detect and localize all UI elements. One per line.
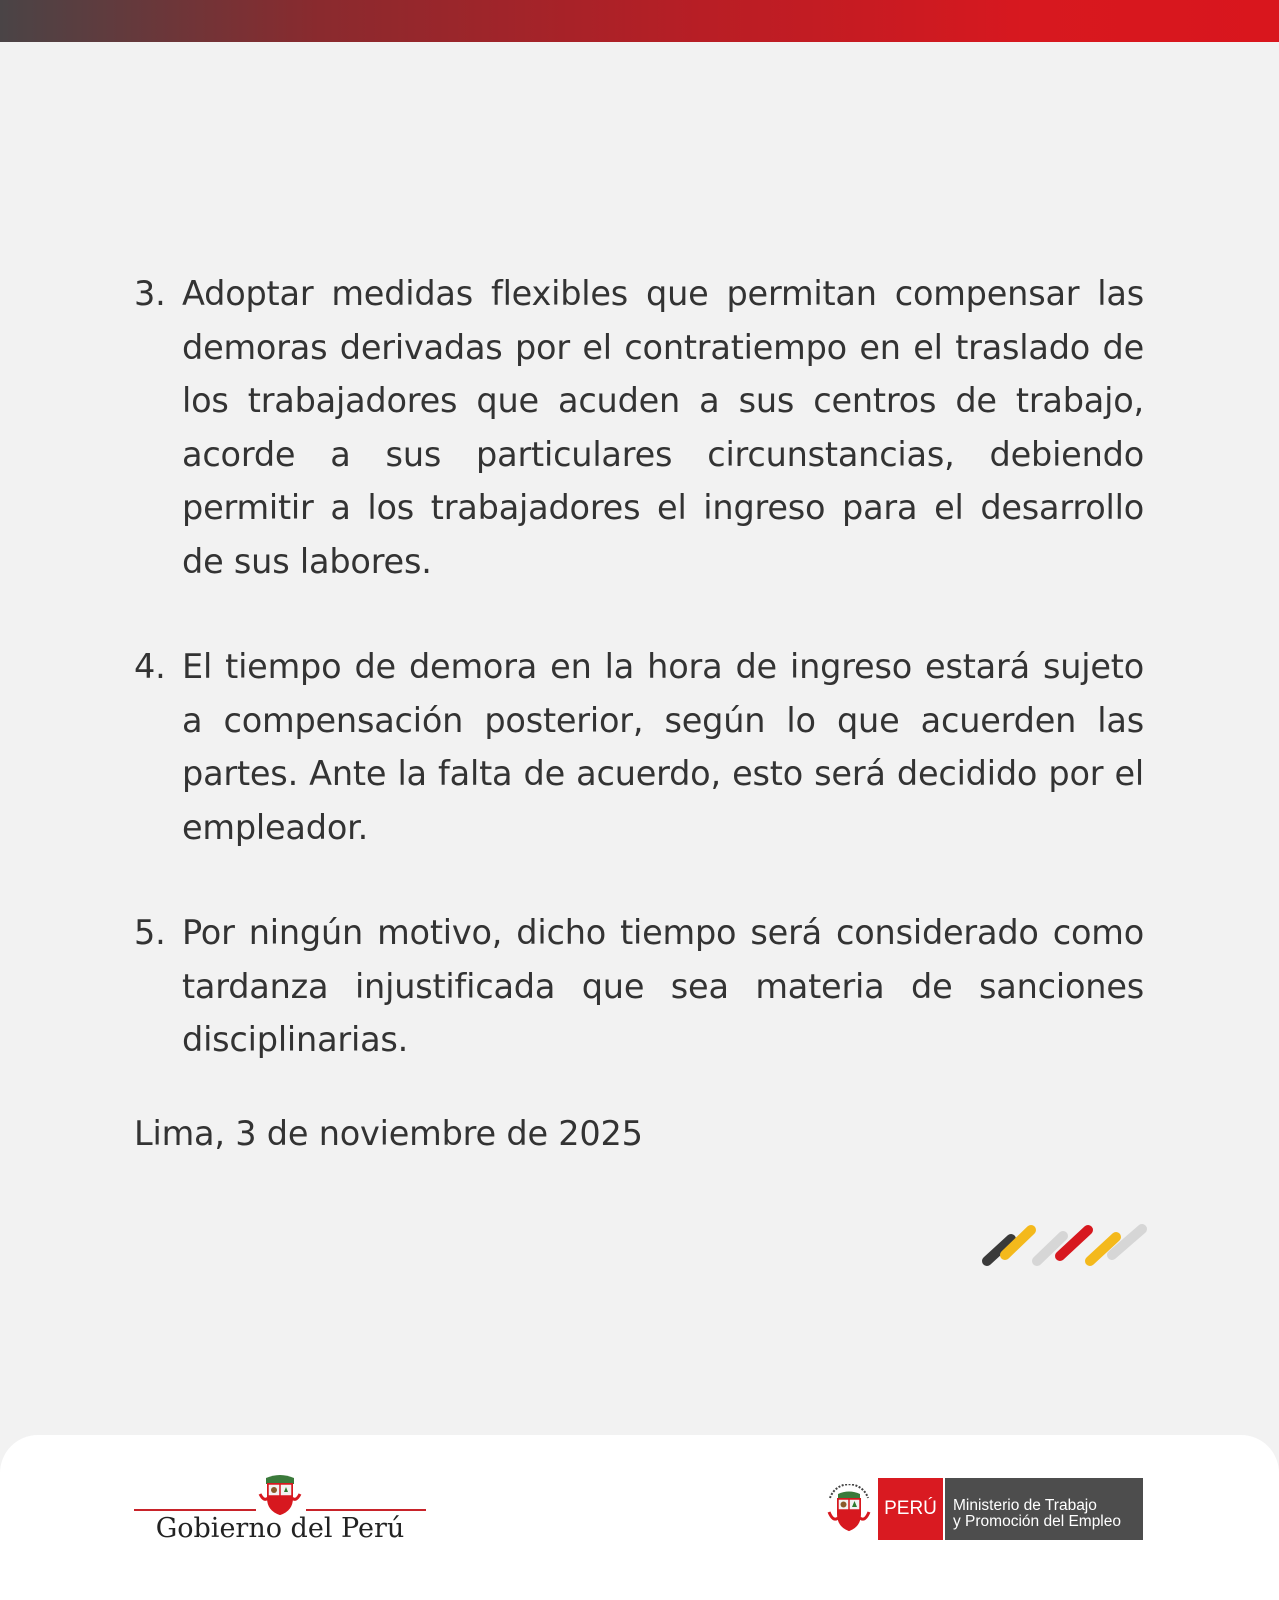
gobierno-logo-text: Gobierno del Perú [155, 1513, 405, 1544]
peru-coat-of-arms-icon [258, 1472, 302, 1516]
ministry-name [945, 1478, 1143, 1540]
list-item-number: 5. [134, 913, 166, 952]
top-gradient-bar [0, 0, 1279, 42]
footer [0, 1435, 1279, 1600]
decorative-stripes [980, 1222, 1150, 1268]
list-item [134, 267, 1144, 588]
peru-coat-of-arms-icon [824, 1484, 874, 1536]
date-line: Lima, 3 de noviembre de 2025 [134, 1113, 643, 1153]
list-item [134, 640, 1144, 854]
list-item-text: Adoptar medidas flexibles que permitan compensar las demoras derivadas por el contratiempo en el traslado de los trabajadores que acuden a sus centros de trabajo, acorde a sus particulares circunstancias, debiendo permitir a los trabajadores el ingreso para el desarrollo de sus labores. [182, 274, 1144, 581]
gobierno-del-peru-logo [134, 1472, 426, 1552]
list-item-number: 4. [134, 647, 166, 686]
list-item-text: El tiempo de demora en la hora de ingreso estará sujeto a compensación posterior, según lo que acuerden las partes. Ante la falta de acuerdo, esto será decidido por el empleador. [182, 647, 1144, 847]
document-body [134, 267, 1144, 1160]
list-item-number: 3. [134, 274, 166, 313]
list-item-text: Por ningún motivo, dicho tiempo será considerado como tardanza injustificada que sea materia de sanciones disciplinarias. [182, 913, 1144, 1059]
logo-rule-left [134, 1509, 256, 1511]
list-item [134, 906, 1144, 1067]
ministry-name-line-1: Ministerio de Trabajo [953, 1497, 1097, 1514]
peru-label: PERÚ [878, 1478, 943, 1540]
ministry-name-line-2: y Promoción del Empleo [953, 1513, 1121, 1530]
logo-rule-right [306, 1509, 426, 1511]
